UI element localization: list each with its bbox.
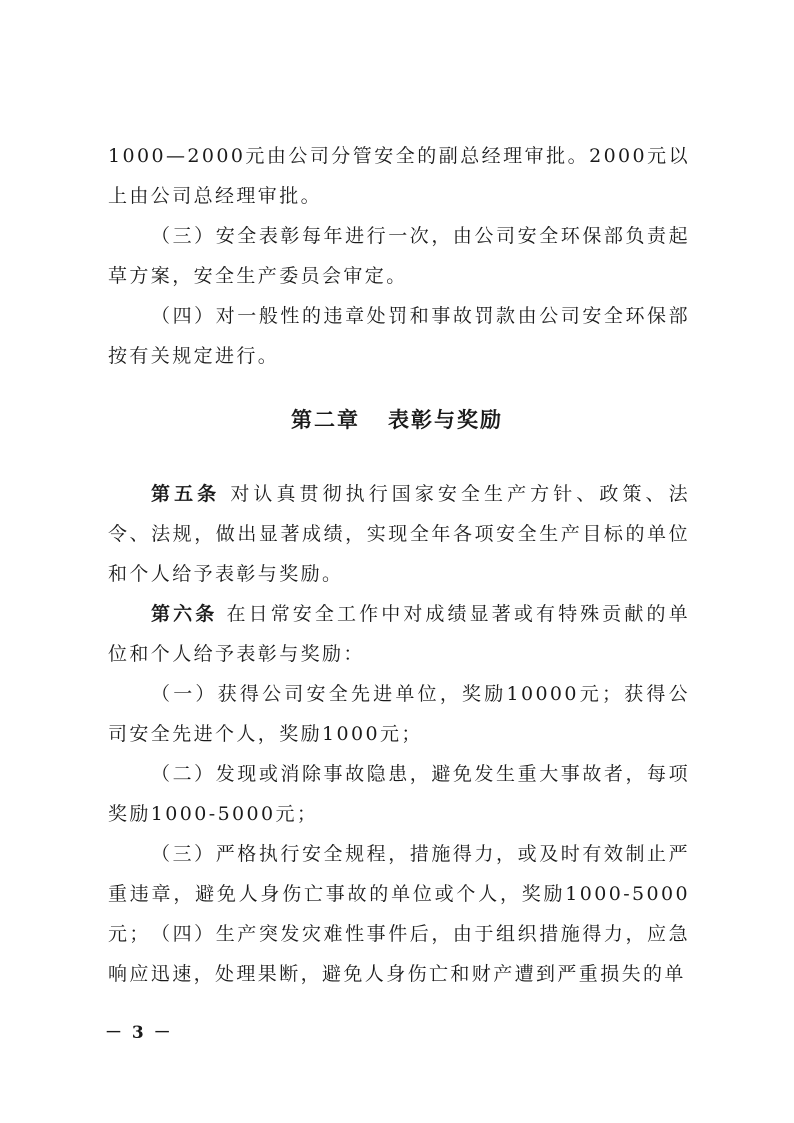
article-five-label: 第五条 bbox=[151, 483, 221, 505]
reward-item-one: （一）获得公司安全先进单位，奖励10000元；获得公司安全先进个人，奖励1000元； bbox=[108, 683, 690, 745]
paragraph-approval-limits: 1000—2000元由公司分管安全的副总经理审批。2000元以上由公司总经理审批。 bbox=[108, 145, 690, 207]
reward-item-three: （三）严格执行安全规程，措施得力，或及时有效制止严重违章，避免人身伤亡事故的单位或个人，奖励1000-5000元； bbox=[108, 843, 690, 945]
paragraph-item-four: （四）对一般性的违章处罚和事故罚款由公司安全环保部按有关规定进行。 bbox=[108, 305, 690, 367]
chapter-number: 第二章 bbox=[291, 407, 360, 432]
reward-item-two: （二）发现或消除事故隐患，避免发生重大事故者，每项奖励1000-5000元； bbox=[108, 763, 690, 825]
reward-item-four: （四）生产突发灾难性事件后，由于组织措施得力，应急响应迅速，处理果断，避免人身伤亡和财产遭到严重损失的单 bbox=[108, 923, 690, 985]
article-five bbox=[108, 474, 690, 594]
article-six-label: 第六条 bbox=[151, 603, 218, 625]
page-number: － 3 － bbox=[105, 1023, 173, 1043]
article-five-text: 对认真贯彻执行国家安全生产方针、政策、法令、法规，做出显著成绩，实现全年各项安全生产目标的单位和个人给予表彰与奖励。 bbox=[108, 483, 690, 585]
chapter-title: 表彰与奖励 bbox=[388, 407, 503, 432]
article-six bbox=[108, 594, 690, 674]
chapter-heading bbox=[0, 404, 794, 434]
paragraph-item-three: （三）安全表彰每年进行一次，由公司安全环保部负责起草方案，安全生产委员会审定。 bbox=[108, 225, 690, 287]
article-six-text: 在日常安全工作中对成绩显著或有特殊贡献的单位和个人给予表彰与奖励： bbox=[108, 603, 691, 665]
